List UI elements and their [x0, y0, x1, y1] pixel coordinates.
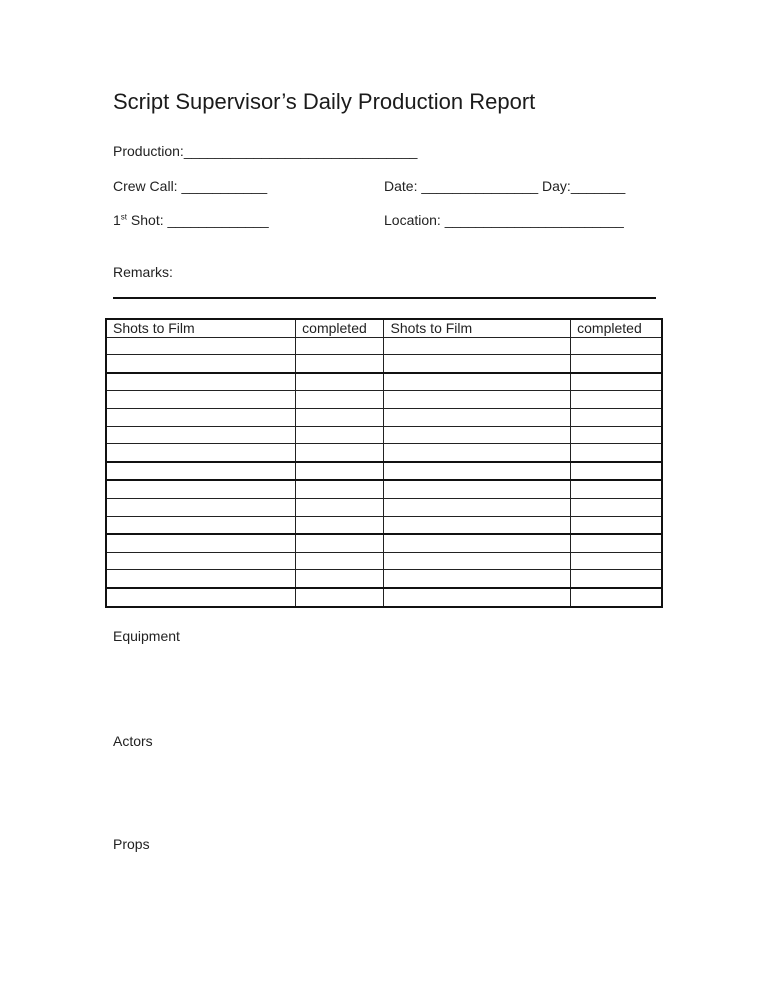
table-row	[106, 426, 662, 444]
table-row	[106, 570, 662, 588]
table-cell	[571, 462, 662, 481]
date-day-field: Date: _______________ Day:_______	[384, 178, 626, 194]
table-row	[106, 391, 662, 409]
table-cell	[571, 408, 662, 426]
table-cell	[106, 480, 296, 498]
location-field: Location: _______________________	[384, 212, 624, 228]
table-cell	[296, 444, 384, 462]
table-cell	[296, 480, 384, 498]
table-cell	[106, 337, 296, 355]
table-row	[106, 373, 662, 391]
table-cell	[384, 355, 571, 373]
table-row	[106, 462, 662, 481]
header-completed-2: completed	[571, 319, 662, 337]
table-cell	[384, 570, 571, 588]
table-cell	[106, 355, 296, 373]
header-completed-1: completed	[296, 319, 384, 337]
table-cell	[571, 426, 662, 444]
props-heading: Props	[113, 836, 150, 852]
table-cell	[384, 552, 571, 570]
table-cell	[106, 516, 296, 534]
table-cell	[106, 588, 296, 607]
table-cell	[571, 516, 662, 534]
table-cell	[571, 391, 662, 409]
table-cell	[384, 480, 571, 498]
table-row	[106, 408, 662, 426]
table-cell	[384, 337, 571, 355]
table-row	[106, 534, 662, 552]
table-cell	[106, 373, 296, 391]
table-cell	[571, 570, 662, 588]
first-shot-label: Shot: _____________	[127, 212, 269, 228]
table-cell	[384, 426, 571, 444]
header-shots-to-film-1: Shots to Film	[106, 319, 296, 337]
table-cell	[384, 534, 571, 552]
table-cell	[296, 516, 384, 534]
table-cell	[571, 552, 662, 570]
table-cell	[106, 391, 296, 409]
table-cell	[384, 588, 571, 607]
table-row	[106, 480, 662, 498]
crew-call-field: Crew Call: ___________	[113, 178, 268, 194]
table-cell	[296, 570, 384, 588]
shots-table	[105, 318, 663, 608]
first-shot-superscript: st	[120, 212, 128, 222]
table-cell	[571, 588, 662, 607]
table-cell	[296, 498, 384, 516]
table-cell	[384, 444, 571, 462]
table-row	[106, 552, 662, 570]
production-field: Production:______________________________	[113, 143, 418, 159]
table-cell	[296, 462, 384, 481]
table-cell	[571, 498, 662, 516]
header-shots-to-film-2: Shots to Film	[384, 319, 571, 337]
table-cell	[571, 534, 662, 552]
table-cell	[106, 552, 296, 570]
table-row	[106, 498, 662, 516]
table-cell	[384, 516, 571, 534]
table-row	[106, 588, 662, 607]
table-header-row	[106, 319, 662, 337]
first-shot-field	[113, 212, 269, 228]
table-row	[106, 444, 662, 462]
table-cell	[296, 588, 384, 607]
first-shot-number: 1	[113, 212, 121, 228]
table-cell	[296, 373, 384, 391]
table-cell	[571, 355, 662, 373]
table-cell	[106, 498, 296, 516]
table-cell	[296, 355, 384, 373]
table-row	[106, 516, 662, 534]
page-title: Script Supervisor’s Daily Production Report	[113, 89, 536, 114]
table-cell	[106, 570, 296, 588]
equipment-heading: Equipment	[113, 628, 180, 644]
table-row	[106, 355, 662, 373]
table-cell	[296, 426, 384, 444]
table-cell	[296, 408, 384, 426]
table-cell	[296, 337, 384, 355]
remarks-line	[113, 297, 656, 299]
table-cell	[106, 462, 296, 481]
table-cell	[296, 391, 384, 409]
table-cell	[384, 408, 571, 426]
table-cell	[296, 534, 384, 552]
table-cell	[571, 373, 662, 391]
table-cell	[571, 480, 662, 498]
table-cell	[296, 552, 384, 570]
table-cell	[106, 444, 296, 462]
table-cell	[571, 444, 662, 462]
table-row	[106, 337, 662, 355]
remarks-label: Remarks:	[113, 264, 173, 280]
actors-heading: Actors	[113, 733, 153, 749]
table-cell	[106, 534, 296, 552]
table-cell	[384, 391, 571, 409]
table-cell	[384, 373, 571, 391]
table-cell	[384, 462, 571, 481]
table-cell	[384, 498, 571, 516]
table-cell	[106, 426, 296, 444]
table-cell	[106, 408, 296, 426]
table-cell	[571, 337, 662, 355]
